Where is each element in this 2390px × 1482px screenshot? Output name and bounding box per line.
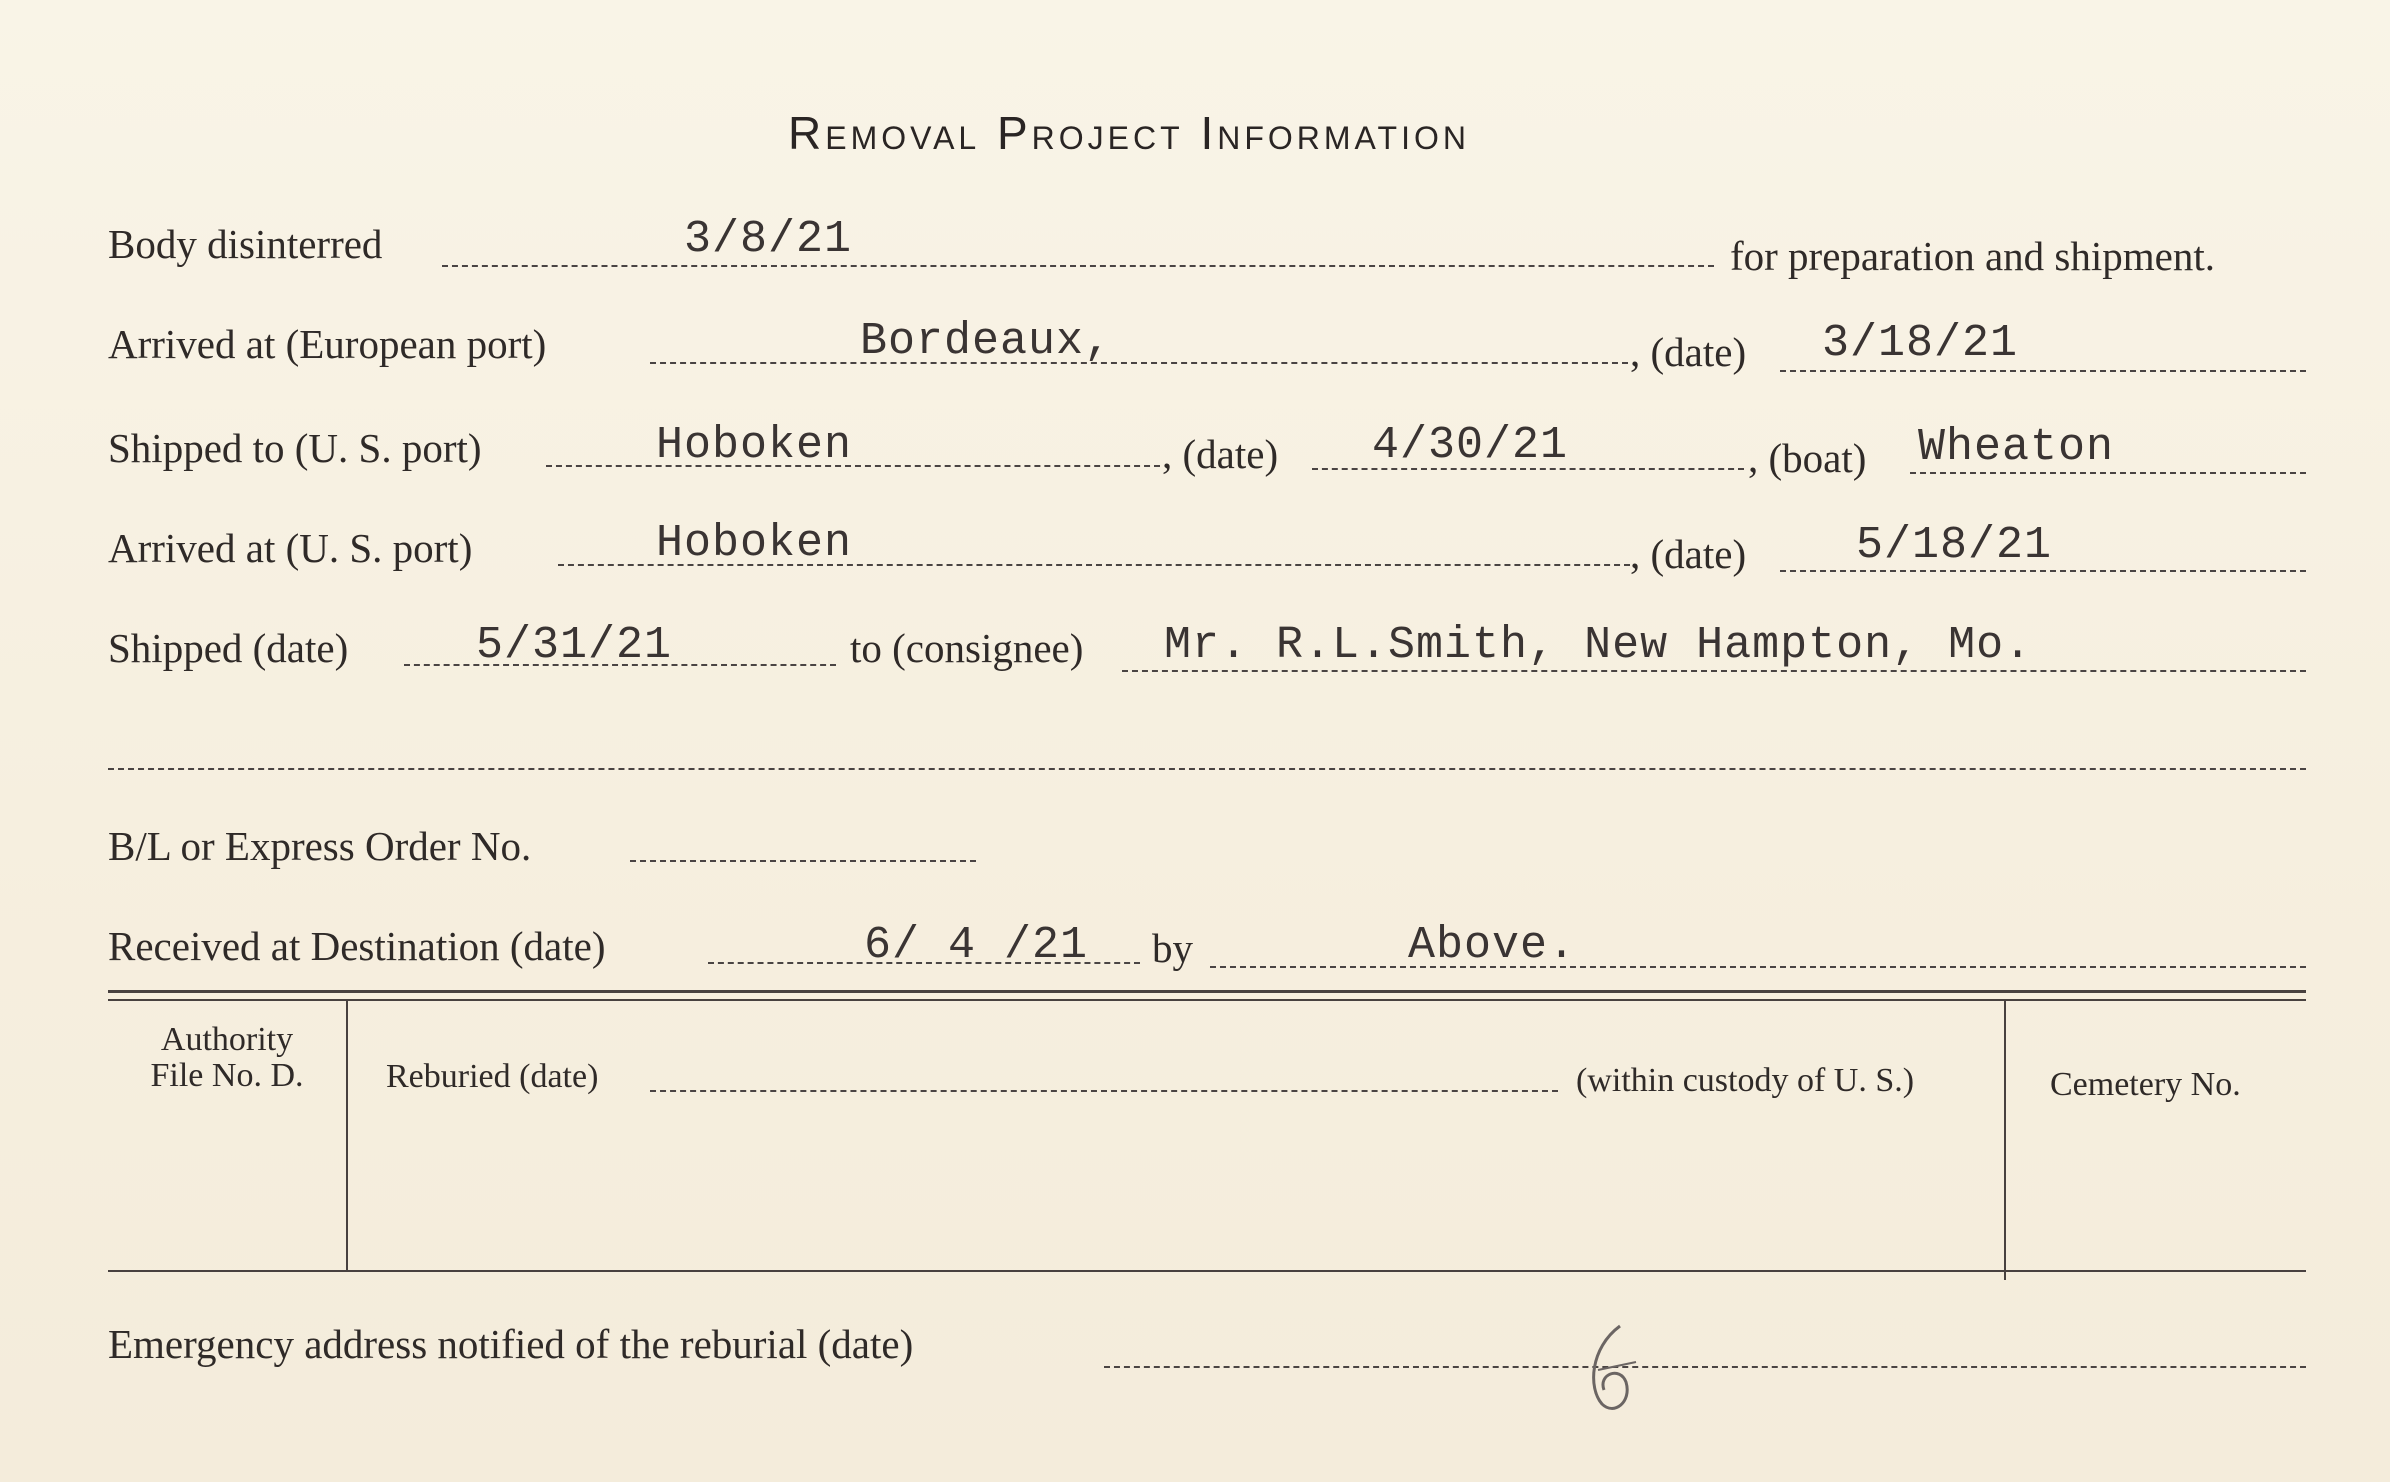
consignee-label: to (consignee) (850, 625, 1084, 671)
shipped-label: Shipped (date) (108, 625, 349, 671)
shipped-us-port: Hoboken (656, 420, 853, 471)
disinterred-suffix: for preparation and shipment. (1730, 233, 2216, 279)
received-by-label: by (1152, 925, 1193, 971)
arrived-eu-line (650, 362, 1628, 364)
arrived-us-date-label: , (date) (1630, 531, 1747, 577)
received-by-line (1210, 966, 2306, 968)
pencil-mark-icon (1580, 1318, 1650, 1418)
emergency-line (1104, 1366, 2306, 1368)
shipped-us-label: Shipped to (U. S. port) (108, 425, 482, 471)
bl-label: B/L or Express Order No. (108, 823, 532, 869)
authority-file-label (120, 1022, 334, 1094)
shipped-us-line (546, 465, 1160, 467)
reburied-label: Reburied (date) (386, 1058, 599, 1095)
arrived-us-port: Hoboken (656, 518, 853, 569)
arrived-eu-port: Bordeaux, (860, 316, 1113, 367)
table-bottom-rule (108, 1270, 2306, 1272)
shipped-us-boat: Wheaton (1918, 422, 2115, 473)
table-divider-left (346, 1000, 348, 1270)
bl-line (630, 860, 976, 862)
received-by: Above. (1408, 920, 1577, 971)
reburied-line (650, 1090, 1558, 1092)
arrived-eu-date-label: , (date) (1630, 329, 1747, 375)
table-top-rule (108, 990, 2306, 993)
consignee-continuation-line (108, 768, 2306, 770)
consignee-value: Mr. R.L.Smith, New Hampton, Mo. (1164, 620, 2033, 671)
authority-label: Authority (160, 1021, 294, 1058)
page-title: Removal Project Information (788, 107, 1470, 159)
shipped-us-date-label: , (date) (1162, 431, 1279, 477)
arrived-eu-label: Arrived at (European port) (108, 321, 547, 367)
disinterred-value: 3/8/21 (684, 214, 853, 265)
shipped-us-boat-label: , (boat) (1748, 435, 1867, 481)
arrived-eu-date: 3/18/21 (1822, 318, 2019, 369)
file-no-label: File No. D. (150, 1057, 304, 1094)
shipped-date: 5/31/21 (476, 620, 673, 671)
table-divider-right (2004, 1000, 2006, 1280)
emergency-label: Emergency address notified of the reburial (date) (108, 1321, 914, 1367)
custody-label: (within custody of U. S.) (1576, 1062, 1915, 1099)
table-top-rule-inner (108, 999, 2306, 1001)
received-date: 6/ 4 /21 (864, 920, 1089, 971)
shipped-us-date: 4/30/21 (1372, 420, 1569, 471)
arrived-us-date: 5/18/21 (1856, 520, 2053, 571)
arrived-eu-date-line (1780, 370, 2306, 372)
arrived-us-label: Arrived at (U. S. port) (108, 525, 473, 571)
cemetery-no-label: Cemetery No. (2050, 1066, 2241, 1103)
disinterred-line (442, 265, 1714, 267)
received-label: Received at Destination (date) (108, 923, 606, 969)
disinterred-label: Body disinterred (108, 221, 383, 267)
